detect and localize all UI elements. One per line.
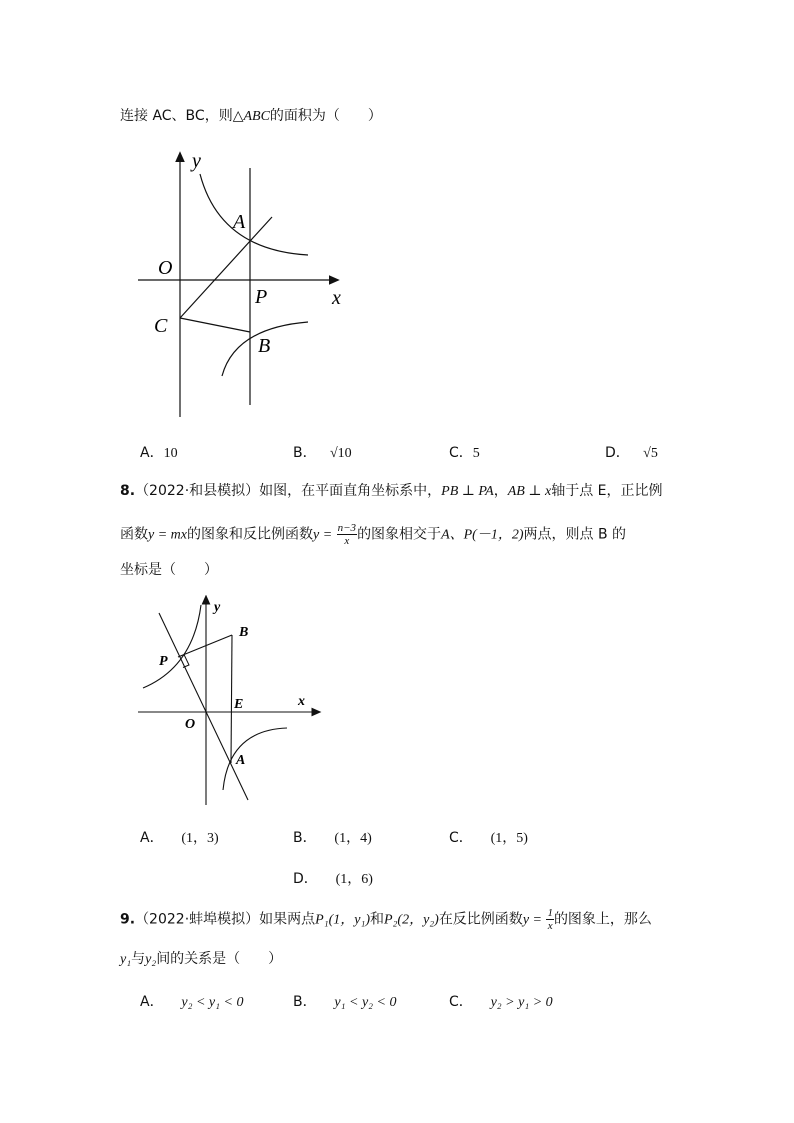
hyperbola-lower-right xyxy=(223,728,287,790)
label-o: O xyxy=(158,257,173,279)
q8-line1: 8.（2022·和县模拟）如图，在平面直角坐标系中，PB ⊥ PA，AB ⊥ x轴于点 E，正比例 xyxy=(120,483,663,499)
q8-option-d[interactable]: D． (1，6) xyxy=(293,871,373,887)
q9-option-c[interactable]: C． y₂ > y₁ > 0 xyxy=(449,994,553,1010)
q7-option-d[interactable]: D． √5 xyxy=(605,445,658,461)
label-y: y xyxy=(192,150,201,172)
q7-option-c[interactable]: C．5 xyxy=(449,445,480,461)
segment-pb xyxy=(178,635,232,657)
label-b: B xyxy=(258,335,271,357)
q7-figure xyxy=(130,150,360,425)
label-e: E xyxy=(234,697,244,712)
label-a: A xyxy=(236,753,246,768)
q7-stem: 连接 AC、BC，则△ABC的面积为（ ） xyxy=(120,108,382,124)
q8-line3: 坐标是（ ） xyxy=(120,562,218,578)
label-b: B xyxy=(239,625,249,640)
label-o: O xyxy=(185,717,196,732)
q8-fraction: $\frac{n-3}{x}$ xyxy=(337,522,357,547)
segment-ab xyxy=(231,635,232,763)
label-x: x xyxy=(332,287,341,309)
q9-option-a[interactable]: A． y₂ < y₁ < 0 xyxy=(140,994,244,1010)
q9-line2: y₁与y₂间的关系是（ ） xyxy=(120,951,283,967)
q9-option-b[interactable]: B． y₁ < y₂ < 0 xyxy=(293,994,397,1010)
label-p: P xyxy=(159,654,168,669)
q8-option-a[interactable]: A． (1，3) xyxy=(140,830,219,846)
q8-option-b[interactable]: B． (1，4) xyxy=(293,830,372,846)
q8-option-c[interactable]: C． (1，5) xyxy=(449,830,528,846)
label-a: A xyxy=(233,211,246,233)
label-c: C xyxy=(154,315,168,337)
label-y: y xyxy=(214,600,221,615)
q9-fraction: $\frac{1}{x}$ xyxy=(547,907,553,932)
q7-option-b[interactable]: B． √10 xyxy=(293,445,352,461)
hyperbola-upper xyxy=(200,174,308,255)
q7-option-a[interactable]: A．10 xyxy=(140,445,178,461)
q8-figure xyxy=(135,595,325,810)
label-p: P xyxy=(255,286,268,308)
hyperbola-upper-left xyxy=(143,605,201,688)
q8-line2: 函数y = mx的图象和反比例函数y = $\frac{n-3}{x}$ 的图象相交于A、P(－1，2)两点，则点 B 的 xyxy=(120,522,627,547)
label-x: x xyxy=(298,694,305,709)
segment-cb xyxy=(180,318,250,332)
q9-line1: 9.（2022·蚌埠模拟）如果两点P₁(1，y₁)和P₂(2，y₂)在反比例函数y = $\frac{1}{x}$ 的图象上，那么 xyxy=(120,907,652,932)
